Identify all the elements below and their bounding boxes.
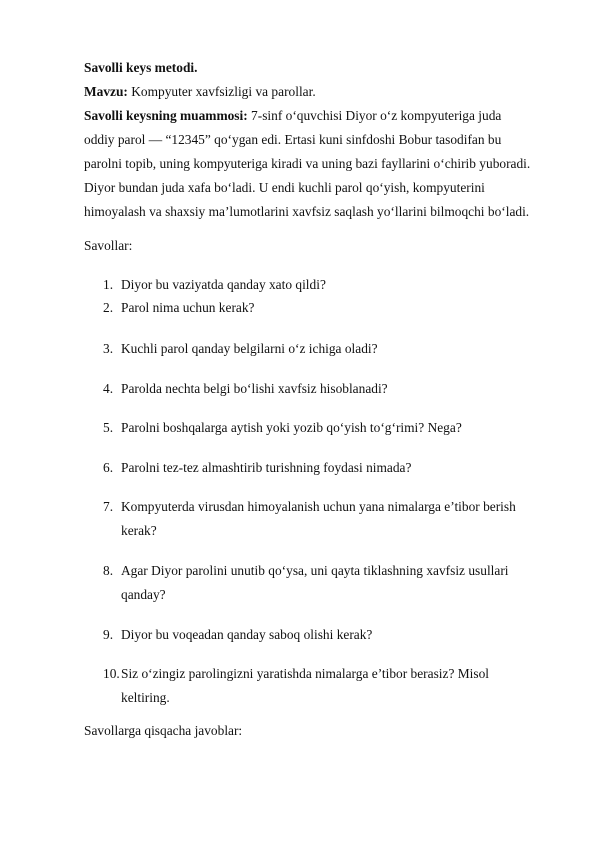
question-text: Parolni boshqalarga aytish yoki yozib qo‘yish to‘g‘rimi? Nega? (121, 420, 462, 435)
question-text: Siz o‘zingiz parolingizni yaratishda nimalarga e’tibor berasiz? Misol (121, 666, 490, 681)
problem-line: Diyor bundan juda xafa bo‘ladi. U endi kuchli parol qo‘yish, kompyuterini (84, 180, 485, 195)
question-number: 5. (103, 420, 114, 435)
question-text: Diyor bu voqeadan qanday saboq olishi kerak? (121, 627, 373, 642)
topic-value: Kompyuter xavfsizligi va parollar. (127, 84, 316, 99)
topic-label: Mavzu: (84, 84, 128, 99)
question-number: 9. (103, 627, 114, 642)
questions-heading: Savollar: (84, 238, 133, 253)
question-text-continuation: kerak? (121, 523, 157, 538)
problem-first-line (84, 108, 501, 124)
problem-line: oddiy parol — “12345” qo‘ygan edi. Ertasi kuni sinfdoshi Bobur tasodifan bu (84, 132, 502, 147)
question-number: 3. (103, 341, 114, 356)
question-text: Agar Diyor parolini unutib qo‘ysa, uni qayta tiklashning xavfsiz usullari (121, 563, 509, 578)
question-number: 8. (103, 563, 114, 578)
answers-heading: Savollarga qisqacha javoblar: (84, 723, 243, 738)
question-text-continuation: keltiring. (121, 690, 170, 705)
question-text: Parol nima uchun kerak? (121, 300, 255, 315)
problem-line: himoyalash va shaxsiy ma’lumotlarini xavfsiz saqlash yo‘llarini bilmoqchi bo‘ladi. (84, 204, 530, 219)
topic-line (84, 84, 316, 100)
problem-line: parolni topib, uning kompyuteriga kiradi va uning bazi fayllarini o‘chirib yuboradi. (84, 156, 531, 171)
question-text: Parolni tez-tez almashtirib turishning foydasi nimada? (121, 460, 412, 475)
question-text-continuation: qanday? (121, 587, 166, 602)
question-text: Kuchli parol qanday belgilarni o‘z ichiga oladi? (121, 341, 378, 356)
problem-label: Savolli keysning muammosi: (84, 108, 248, 123)
problem-text-start: 7-sinf o‘quvchisi Diyor o‘z kompyuteriga juda (247, 108, 502, 123)
question-text: Diyor bu vaziyatda qanday xato qildi? (121, 277, 326, 292)
question-number: 4. (103, 381, 114, 396)
question-number: 1. (103, 277, 114, 292)
question-number: 6. (103, 460, 114, 475)
question-number: 10. (103, 666, 120, 681)
document-title: Savolli keys metodi. (84, 60, 198, 75)
question-number: 7. (103, 499, 114, 514)
question-number: 2. (103, 300, 114, 315)
question-text: Kompyuterda virusdan himoyalanish uchun yana nimalarga e’tibor berish (121, 499, 516, 514)
question-text: Parolda nechta belgi bo‘lishi xavfsiz hisoblanadi? (121, 381, 388, 396)
